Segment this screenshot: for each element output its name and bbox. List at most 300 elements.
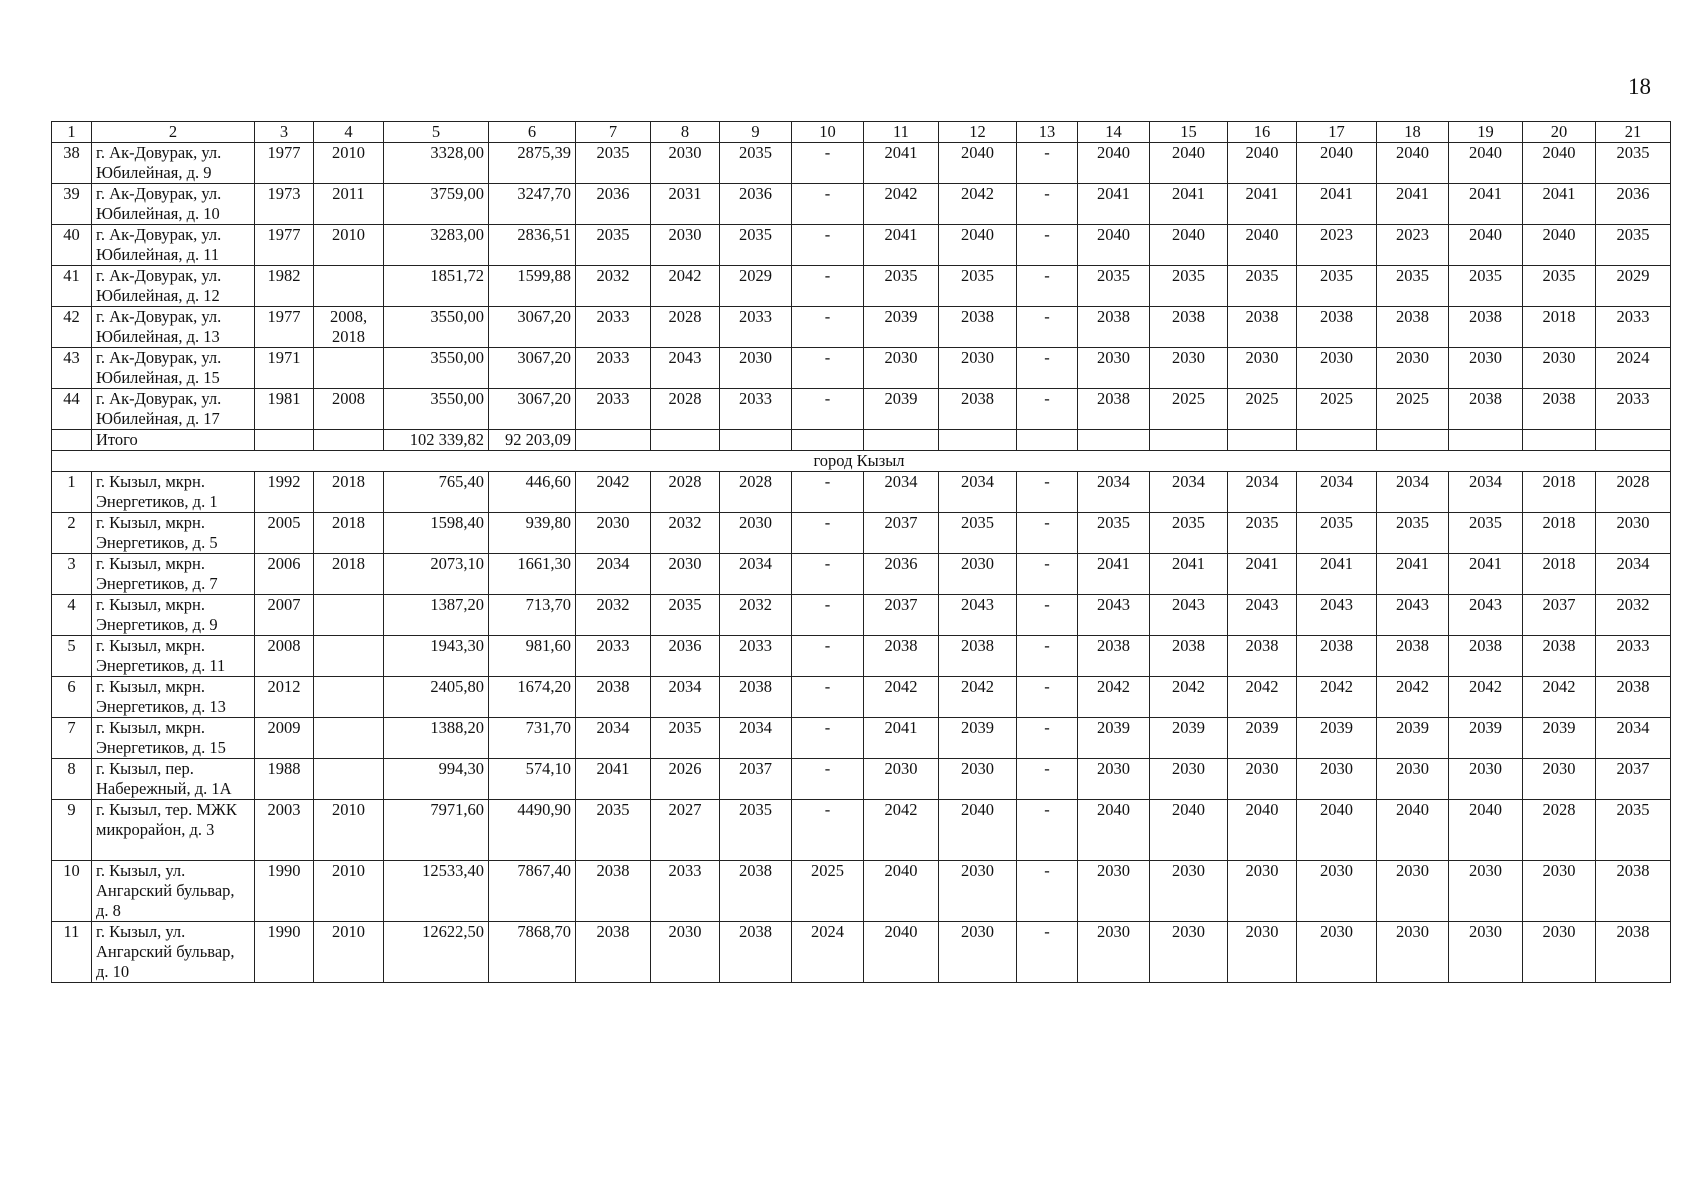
living-area-cell: 713,70 [489,595,576,636]
year-cell: 2035 [1596,143,1671,184]
year-built-cell: 1982 [255,266,314,307]
year-cell: 2035 [939,266,1017,307]
year-cell: 2028 [720,472,792,513]
section-row [52,451,1671,472]
year-repair-cell [314,348,384,389]
year-cell: 2036 [576,184,651,225]
year-cell: 2040 [1150,800,1228,861]
year-cell: 2035 [1596,800,1671,861]
column-header: 9 [720,122,792,143]
year-cell: - [792,677,864,718]
row-number-cell: 9 [52,800,92,861]
address-cell: г. Кызыл, мкрн. Энергетиков, д. 5 [92,513,255,554]
year-cell: - [1017,225,1078,266]
year-cell: 2038 [1449,307,1523,348]
year-cell: 2038 [576,677,651,718]
year-cell: 2038 [1228,307,1297,348]
year-cell: 2030 [939,922,1017,983]
year-cell: 2025 [1377,389,1449,430]
year-built-cell: 1990 [255,922,314,983]
living-area-cell: 574,10 [489,759,576,800]
column-header: 4 [314,122,384,143]
year-cell: 2040 [1228,225,1297,266]
year-cell: 2030 [1523,348,1596,389]
year-cell: 2039 [939,718,1017,759]
year-cell: 2035 [1078,513,1150,554]
year-cell: 2033 [720,307,792,348]
year-cell: - [792,513,864,554]
year-cell: 2040 [1297,800,1377,861]
year-cell: 2035 [1078,266,1150,307]
year-cell: 2024 [1596,348,1671,389]
year-built-cell: 1981 [255,389,314,430]
year-cell: 2043 [939,595,1017,636]
address-cell: г. Кызыл, мкрн. Энергетиков, д. 1 [92,472,255,513]
empty-cell [1150,430,1228,451]
year-cell: 2033 [576,389,651,430]
year-cell: 2028 [651,307,720,348]
living-area-cell: 2836,51 [489,225,576,266]
year-cell: 2038 [1596,861,1671,922]
table-row [52,307,1671,348]
column-header: 20 [1523,122,1596,143]
year-cell: 2030 [864,348,939,389]
living-area-cell: 446,60 [489,472,576,513]
year-cell: 2039 [1523,718,1596,759]
year-cell: 2038 [1228,636,1297,677]
year-cell: 2039 [1078,718,1150,759]
year-cell: 2038 [1596,677,1671,718]
year-cell: 2035 [864,266,939,307]
year-cell: 2041 [1228,554,1297,595]
year-cell: 2041 [1078,554,1150,595]
year-cell: 2030 [1150,922,1228,983]
year-repair-cell: 2008, 2018 [314,307,384,348]
year-cell: 2032 [576,595,651,636]
empty-cell [1449,430,1523,451]
year-cell: 2034 [1297,472,1377,513]
year-cell: 2029 [1596,266,1671,307]
year-cell: 2030 [939,554,1017,595]
year-cell: 2028 [1523,800,1596,861]
year-cell: 2033 [576,348,651,389]
year-cell: 2040 [1078,143,1150,184]
year-cell: 2033 [720,389,792,430]
year-cell: 2035 [720,143,792,184]
year-cell: 2038 [1150,636,1228,677]
year-cell: 2023 [1377,225,1449,266]
address-cell: г. Ак-Довурак, ул. Юбилейная, д. 11 [92,225,255,266]
column-header: 2 [92,122,255,143]
year-built-cell: 1977 [255,225,314,266]
year-cell: 2030 [1228,348,1297,389]
year-cell: 2032 [576,266,651,307]
year-cell: 2033 [1596,307,1671,348]
year-cell: 2038 [1596,922,1671,983]
year-built-cell: 1990 [255,861,314,922]
section-title: город Кызыл [52,451,1671,472]
year-cell: 2030 [1596,513,1671,554]
column-header: 6 [489,122,576,143]
year-cell: 2030 [651,225,720,266]
year-cell: 2035 [1297,266,1377,307]
table-body [52,143,1671,983]
year-cell: - [792,718,864,759]
year-cell: - [1017,554,1078,595]
year-cell: - [792,225,864,266]
year-cell: - [1017,861,1078,922]
year-cell: 2042 [1297,677,1377,718]
year-cell: 2040 [1078,800,1150,861]
year-cell: 2032 [720,595,792,636]
empty-cell [255,430,314,451]
year-cell: 2033 [720,636,792,677]
year-cell: 2033 [1596,389,1671,430]
year-repair-cell [314,636,384,677]
column-header: 15 [1150,122,1228,143]
year-cell: 2039 [1297,718,1377,759]
row-number-cell: 11 [52,922,92,983]
address-cell: г. Ак-Довурак, ул. Юбилейная, д. 10 [92,184,255,225]
year-cell: 2036 [1596,184,1671,225]
year-cell: 2040 [939,800,1017,861]
year-cell: 2041 [1523,184,1596,225]
year-cell: 2035 [1228,266,1297,307]
year-cell: - [1017,143,1078,184]
year-cell: 2035 [576,800,651,861]
year-cell: 2038 [1377,307,1449,348]
year-built-cell: 2008 [255,636,314,677]
year-cell: 2035 [1449,513,1523,554]
total-area-cell: 7971,60 [384,800,489,861]
year-cell: - [792,307,864,348]
living-area-cell: 7868,70 [489,922,576,983]
year-cell: - [1017,636,1078,677]
total-area-cell: 1387,20 [384,595,489,636]
year-cell: - [792,266,864,307]
year-repair-cell [314,266,384,307]
empty-cell [864,430,939,451]
row-number-cell: 1 [52,472,92,513]
year-repair-cell [314,677,384,718]
year-repair-cell: 2010 [314,922,384,983]
year-cell: 2041 [864,225,939,266]
year-cell: 2035 [1523,266,1596,307]
year-cell: - [1017,759,1078,800]
row-number-cell: 41 [52,266,92,307]
column-header: 7 [576,122,651,143]
table-row [52,677,1671,718]
year-cell: 2035 [1297,513,1377,554]
year-cell: 2043 [1377,595,1449,636]
year-repair-cell: 2011 [314,184,384,225]
year-cell: - [792,554,864,595]
year-cell: 2043 [651,348,720,389]
year-cell: - [792,595,864,636]
year-cell: 2037 [864,513,939,554]
year-cell: 2036 [651,636,720,677]
total-area-cell: 3328,00 [384,143,489,184]
table-row [52,472,1671,513]
year-cell: - [1017,389,1078,430]
total-area-cell: 12622,50 [384,922,489,983]
year-cell: 2035 [576,143,651,184]
year-cell: 2042 [1150,677,1228,718]
year-cell: 2041 [1078,184,1150,225]
year-cell: 2041 [1377,184,1449,225]
empty-cell [52,430,92,451]
year-cell: 2034 [1596,718,1671,759]
row-number-cell: 10 [52,861,92,922]
year-cell: 2023 [1297,225,1377,266]
empty-cell [1377,430,1449,451]
year-cell: 2041 [1297,184,1377,225]
year-cell: 2034 [1449,472,1523,513]
year-repair-cell [314,595,384,636]
year-cell: 2041 [1449,554,1523,595]
living-area-sum: 92 203,09 [489,430,576,451]
year-cell: 2042 [939,184,1017,225]
year-cell: 2039 [864,389,939,430]
year-cell: 2034 [720,718,792,759]
year-cell: 2031 [651,184,720,225]
year-cell: - [1017,800,1078,861]
year-repair-cell [314,718,384,759]
year-cell: 2038 [1523,389,1596,430]
row-number-cell: 2 [52,513,92,554]
year-cell: 2038 [720,677,792,718]
table-row [52,636,1671,677]
year-cell: 2030 [1449,922,1523,983]
total-area-cell: 3550,00 [384,348,489,389]
year-built-cell: 1988 [255,759,314,800]
column-header: 8 [651,122,720,143]
total-area-cell: 1388,20 [384,718,489,759]
row-number-cell: 7 [52,718,92,759]
column-header: 5 [384,122,489,143]
year-cell: 2043 [1449,595,1523,636]
year-cell: 2038 [1297,636,1377,677]
year-repair-cell [314,759,384,800]
year-cell: 2030 [939,348,1017,389]
year-cell: - [792,800,864,861]
address-cell: г. Ак-Довурак, ул. Юбилейная, д. 17 [92,389,255,430]
year-cell: 2040 [1150,225,1228,266]
living-area-cell: 4490,90 [489,800,576,861]
year-cell: - [792,636,864,677]
address-cell: г. Ак-Довурак, ул. Юбилейная, д. 12 [92,266,255,307]
year-cell: 2030 [651,143,720,184]
year-cell: 2034 [1078,472,1150,513]
year-cell: 2038 [1078,389,1150,430]
year-cell: 2035 [576,225,651,266]
year-cell: 2030 [1078,348,1150,389]
year-cell: 2030 [1297,348,1377,389]
year-cell: 2035 [651,718,720,759]
table-row [52,389,1671,430]
year-cell: 2042 [864,184,939,225]
year-cell: 2024 [792,922,864,983]
year-cell: 2033 [651,861,720,922]
year-cell: 2035 [651,595,720,636]
year-cell: 2039 [1228,718,1297,759]
year-cell: 2026 [651,759,720,800]
column-header: 3 [255,122,314,143]
address-cell: г. Кызыл, мкрн. Энергетиков, д. 15 [92,718,255,759]
year-cell: 2030 [1078,922,1150,983]
year-cell: 2041 [1228,184,1297,225]
living-area-cell: 1661,30 [489,554,576,595]
row-number-cell: 42 [52,307,92,348]
address-cell: г. Кызыл, мкрн. Энергетиков, д. 9 [92,595,255,636]
table-row [52,800,1671,861]
table-row [52,759,1671,800]
year-cell: 2038 [1297,307,1377,348]
year-cell: 2041 [1297,554,1377,595]
year-cell: - [1017,595,1078,636]
row-number-cell: 3 [52,554,92,595]
year-cell: 2039 [1449,718,1523,759]
address-cell: г. Кызыл, мкрн. Энергетиков, д. 13 [92,677,255,718]
year-cell: - [792,759,864,800]
year-built-cell: 1977 [255,307,314,348]
empty-cell [1596,430,1671,451]
year-cell: 2033 [576,636,651,677]
total-row [52,430,1671,451]
year-cell: - [1017,266,1078,307]
address-cell: г. Ак-Довурак, ул. Юбилейная, д. 15 [92,348,255,389]
year-cell: 2041 [1150,554,1228,595]
address-cell: г. Кызыл, мкрн. Энергетиков, д. 11 [92,636,255,677]
year-cell: 2034 [1150,472,1228,513]
total-area-cell: 12533,40 [384,861,489,922]
year-cell: 2043 [1228,595,1297,636]
year-cell: 2035 [1377,266,1449,307]
year-repair-cell: 2018 [314,513,384,554]
year-cell: 2035 [720,800,792,861]
year-cell: 2038 [1078,307,1150,348]
year-cell: 2038 [939,307,1017,348]
year-cell: 2035 [1228,513,1297,554]
table-row [52,554,1671,595]
year-cell: 2040 [939,143,1017,184]
table-row [52,595,1671,636]
year-cell: 2034 [864,472,939,513]
year-cell: 2030 [1150,759,1228,800]
year-cell: 2035 [1449,266,1523,307]
year-cell: 2030 [651,922,720,983]
living-area-cell: 3247,70 [489,184,576,225]
year-cell: 2040 [1228,143,1297,184]
living-area-cell: 1599,88 [489,266,576,307]
year-cell: 2041 [1150,184,1228,225]
total-area-cell: 3759,00 [384,184,489,225]
year-cell: 2030 [720,513,792,554]
year-cell: - [1017,472,1078,513]
year-cell: 2034 [939,472,1017,513]
year-cell: 2038 [1078,636,1150,677]
column-header: 13 [1017,122,1078,143]
year-repair-cell: 2018 [314,554,384,595]
address-cell: г. Кызыл, ул. Ангарский бульвар, д. 8 [92,861,255,922]
year-built-cell: 1977 [255,143,314,184]
year-cell: 2030 [576,513,651,554]
living-area-cell: 3067,20 [489,307,576,348]
year-built-cell: 1971 [255,348,314,389]
table-row [52,184,1671,225]
empty-cell [576,430,651,451]
year-cell: 2036 [864,554,939,595]
empty-cell [314,430,384,451]
year-cell: 2043 [1150,595,1228,636]
year-cell: 2042 [864,800,939,861]
total-area-sum: 102 339,82 [384,430,489,451]
year-cell: 2035 [1377,513,1449,554]
total-area-cell: 3550,00 [384,389,489,430]
year-cell: 2025 [1228,389,1297,430]
total-area-cell: 994,30 [384,759,489,800]
year-cell: 2040 [1297,143,1377,184]
year-cell: 2027 [651,800,720,861]
year-cell: 2018 [1523,472,1596,513]
total-label: Итого [92,430,255,451]
year-cell: 2030 [1078,759,1150,800]
year-built-cell: 2003 [255,800,314,861]
year-cell: 2038 [576,922,651,983]
year-cell: 2035 [1596,225,1671,266]
year-cell: 2042 [1449,677,1523,718]
year-cell: 2040 [1150,143,1228,184]
year-cell: 2032 [1596,595,1671,636]
year-repair-cell: 2008 [314,389,384,430]
address-cell: г. Кызыл, ул. Ангарский бульвар, д. 10 [92,922,255,983]
year-cell: 2025 [1297,389,1377,430]
address-cell: г. Ак-Довурак, ул. Юбилейная, д. 9 [92,143,255,184]
year-cell: 2030 [1523,759,1596,800]
year-cell: 2038 [864,636,939,677]
row-number-cell: 44 [52,389,92,430]
year-cell: 2043 [1297,595,1377,636]
year-cell: 2042 [1228,677,1297,718]
address-cell: г. Ак-Довурак, ул. Юбилейная, д. 13 [92,307,255,348]
year-cell: 2040 [1449,143,1523,184]
column-header: 18 [1377,122,1449,143]
year-cell: 2037 [1523,595,1596,636]
empty-cell [1228,430,1297,451]
header-row [52,122,1671,143]
year-cell: 2030 [1228,861,1297,922]
year-cell: 2040 [1449,225,1523,266]
year-cell: 2042 [939,677,1017,718]
year-cell: 2040 [1377,143,1449,184]
column-header: 14 [1078,122,1150,143]
year-cell: 2042 [1377,677,1449,718]
year-cell: 2038 [1523,636,1596,677]
year-cell: 2034 [720,554,792,595]
row-number-cell: 8 [52,759,92,800]
year-cell: 2036 [720,184,792,225]
year-cell: 2040 [864,861,939,922]
column-header: 17 [1297,122,1377,143]
year-cell: 2035 [1150,266,1228,307]
year-cell: 2038 [1449,636,1523,677]
year-cell: 2030 [1228,759,1297,800]
year-cell: 2039 [1377,718,1449,759]
year-cell: - [1017,677,1078,718]
year-cell: 2030 [651,554,720,595]
empty-cell [792,430,864,451]
year-cell: 2040 [1377,800,1449,861]
